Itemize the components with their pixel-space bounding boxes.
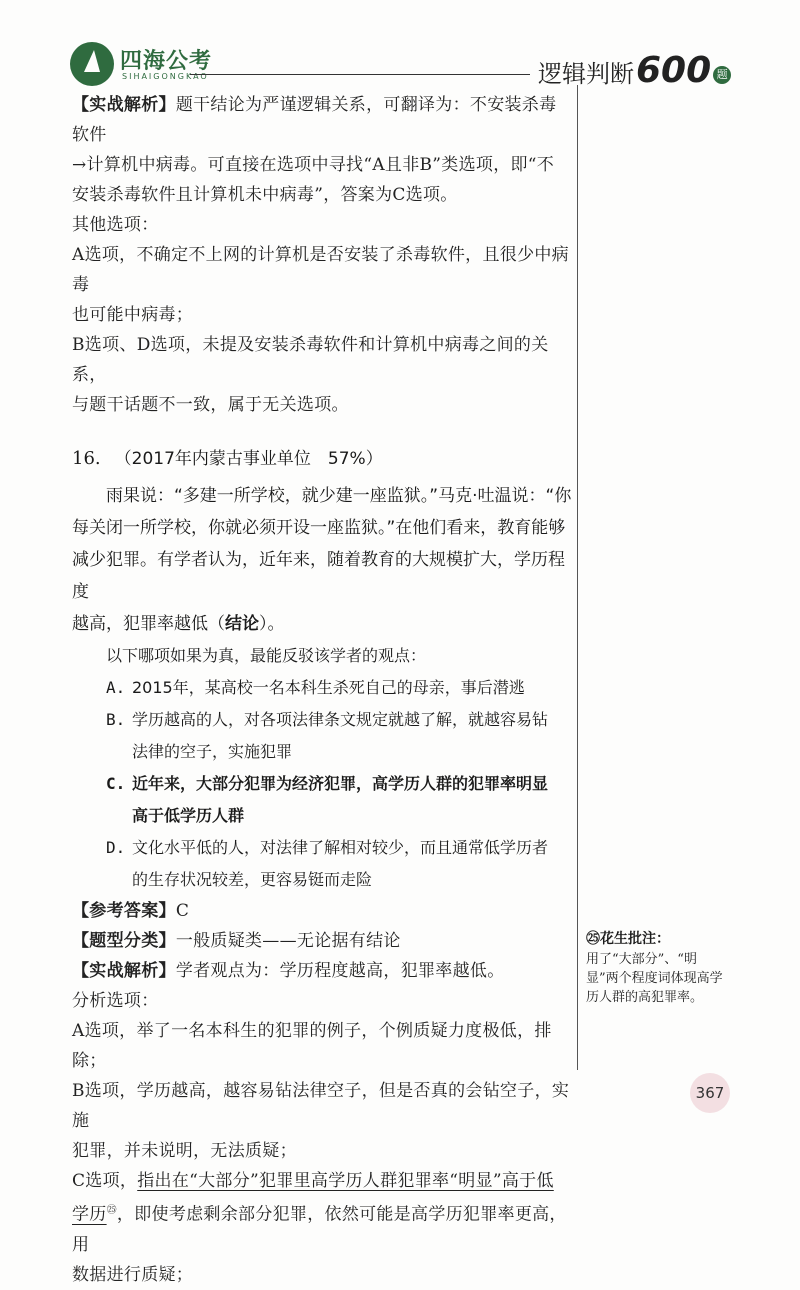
- answer-option-c-line-3: 数据进行质疑；: [72, 1264, 194, 1285]
- option-letter: D.: [106, 838, 126, 857]
- analyze-label: 分析选项：: [72, 991, 159, 1011]
- margin-annotation-title: ㉕花生批注：: [586, 931, 670, 947]
- stem-text-end: ）。: [259, 614, 285, 634]
- header-rule: [190, 74, 530, 75]
- brand-name: 四海公考: [120, 49, 213, 74]
- answer-option-c-line-1: [72, 1166, 572, 1196]
- question-stem-line-2: 每关闭一所学校，你就必须开设一座监狱。”在他们看来，教育能够: [72, 518, 566, 538]
- margin-rule: [577, 85, 578, 1070]
- question-source: （2017年内蒙古事业单位 57%）: [114, 449, 383, 469]
- prev-option-a-line-2: 也可能中病毒；: [72, 305, 194, 325]
- analysis-tag: 【实战解析】: [72, 961, 176, 981]
- margin-annotation: [586, 928, 726, 1007]
- prev-analysis-line-3: 安装杀毒软件且计算机未中病毒”，答案为C选项。: [72, 185, 458, 205]
- prev-option-a-line-1: A选项，不确定不上网的计算机是否安装了杀毒软件，且很少中病毒: [72, 245, 569, 295]
- option-b: [72, 704, 572, 736]
- answer-c-underlined: 指出在“大部分”犯罪里高学历人群犯罪率“明显”高于低: [137, 1171, 554, 1191]
- book-title-suffix: 题: [713, 66, 731, 84]
- brand-logo-icon: [70, 42, 114, 86]
- answer-c-prefix: C选项，: [72, 1171, 138, 1191]
- main-column: [72, 90, 572, 1290]
- margin-annotation-body: 用了“大部分”、“明显”两个程度词体现高学历人群的高犯罪率。: [586, 952, 723, 1005]
- answer-option-b-line-1: B选项，学历越高，越容易钻法律空子，但是否真的会钻空子，实施: [72, 1081, 570, 1131]
- analysis: [72, 956, 572, 986]
- reference-answer-value: C: [175, 901, 190, 921]
- reference-answer-tag: 【参考答案】: [72, 901, 176, 921]
- option-text: 近年来，大部分犯罪为经济犯罪，高学历人群的犯罪率明显: [132, 774, 549, 793]
- prev-analysis-tag: 【实战解析】: [72, 95, 176, 115]
- option-letter: A.: [106, 678, 126, 697]
- answer-c-rest: ，即使考虑剩余部分犯罪，依然可能是高学历犯罪率更高，用: [72, 1204, 567, 1255]
- prev-option-bd-line-2: 与题干话题不一致，属于无关选项。: [72, 395, 349, 415]
- prev-analysis: [72, 90, 572, 150]
- answer-option-c-line-2: [72, 1196, 572, 1260]
- prev-analysis-line: 题干结论为严谨逻辑关系，可翻译为：不安装杀毒软件: [72, 95, 557, 145]
- book-title-text: 逻辑判断: [538, 60, 634, 88]
- question-number: 16.: [72, 448, 101, 469]
- option-text: 文化水平低的人，对法律了解相对较少，而且通常低学历者: [132, 838, 549, 857]
- question-stem-line-3: 减少犯罪。有学者认为，近年来，随着教育的大规模扩大，学历程度: [72, 550, 565, 602]
- stem-conclusion-mark: 结论: [225, 614, 259, 634]
- option-text-continued: 高于低学历人群: [132, 806, 245, 825]
- answer-c-underlined-2: 学历: [72, 1204, 107, 1225]
- reference-answer: [72, 896, 572, 926]
- question-ask: 以下哪项如果为真，最能反驳该学者的观点：: [106, 646, 427, 665]
- option-c: [72, 768, 572, 800]
- page-number: 367: [690, 1073, 730, 1113]
- stem-text: 越高，犯罪率越低（: [72, 614, 225, 634]
- analysis-value: 学者观点为：学历程度越高，犯罪率越低。: [175, 961, 505, 981]
- prev-analysis-line-2: →计算机中病毒。可直接在选项中寻找“A且非B”类选项，即“不: [72, 155, 555, 175]
- question-type-value: 一般质疑类——无论据有结论: [175, 931, 401, 951]
- question-stem-line-4: [72, 608, 572, 640]
- option-letter: B.: [106, 710, 126, 729]
- option-a: [72, 672, 572, 704]
- question-type: [72, 926, 572, 956]
- page-header: [0, 0, 800, 90]
- brand-subtitle: SIHAIGONGKAO: [122, 72, 209, 81]
- answer-option-a: A选项，举了一名本科生的犯罪的例子，个例质疑力度极低，排除；: [72, 1021, 552, 1071]
- option-list: [72, 672, 572, 896]
- question-header: [72, 444, 572, 474]
- prev-option-bd-line-1: B选项、D选项，未提及安装杀毒软件和计算机中病毒之间的关系，: [72, 335, 549, 385]
- question-type-tag: 【题型分类】: [72, 931, 176, 951]
- option-d: [72, 832, 572, 864]
- prev-others-label: 其他选项：: [72, 215, 159, 235]
- book-title: [538, 50, 731, 91]
- option-text-continued: 法律的空子，实施犯罪: [132, 742, 293, 761]
- annotation-marker: ㉕: [106, 1205, 117, 1216]
- question-stem-line-1: 雨果说：“多建一所学校，就少建一座监狱。”马克·吐温说：“你: [106, 486, 572, 506]
- option-letter: C.: [106, 774, 126, 793]
- option-text: 学历越高的人，对各项法律条文规定就越了解，就越容易钻: [132, 710, 549, 729]
- option-text-continued: 的生存状况较差，更容易铤而走险: [132, 870, 373, 889]
- book-title-number: 600: [636, 50, 712, 91]
- answer-option-b-line-2: 犯罪，并未说明，无法质疑；: [72, 1141, 297, 1161]
- option-text: 2015年，某高校一名本科生杀死自己的母亲，事后潜逃: [132, 678, 525, 697]
